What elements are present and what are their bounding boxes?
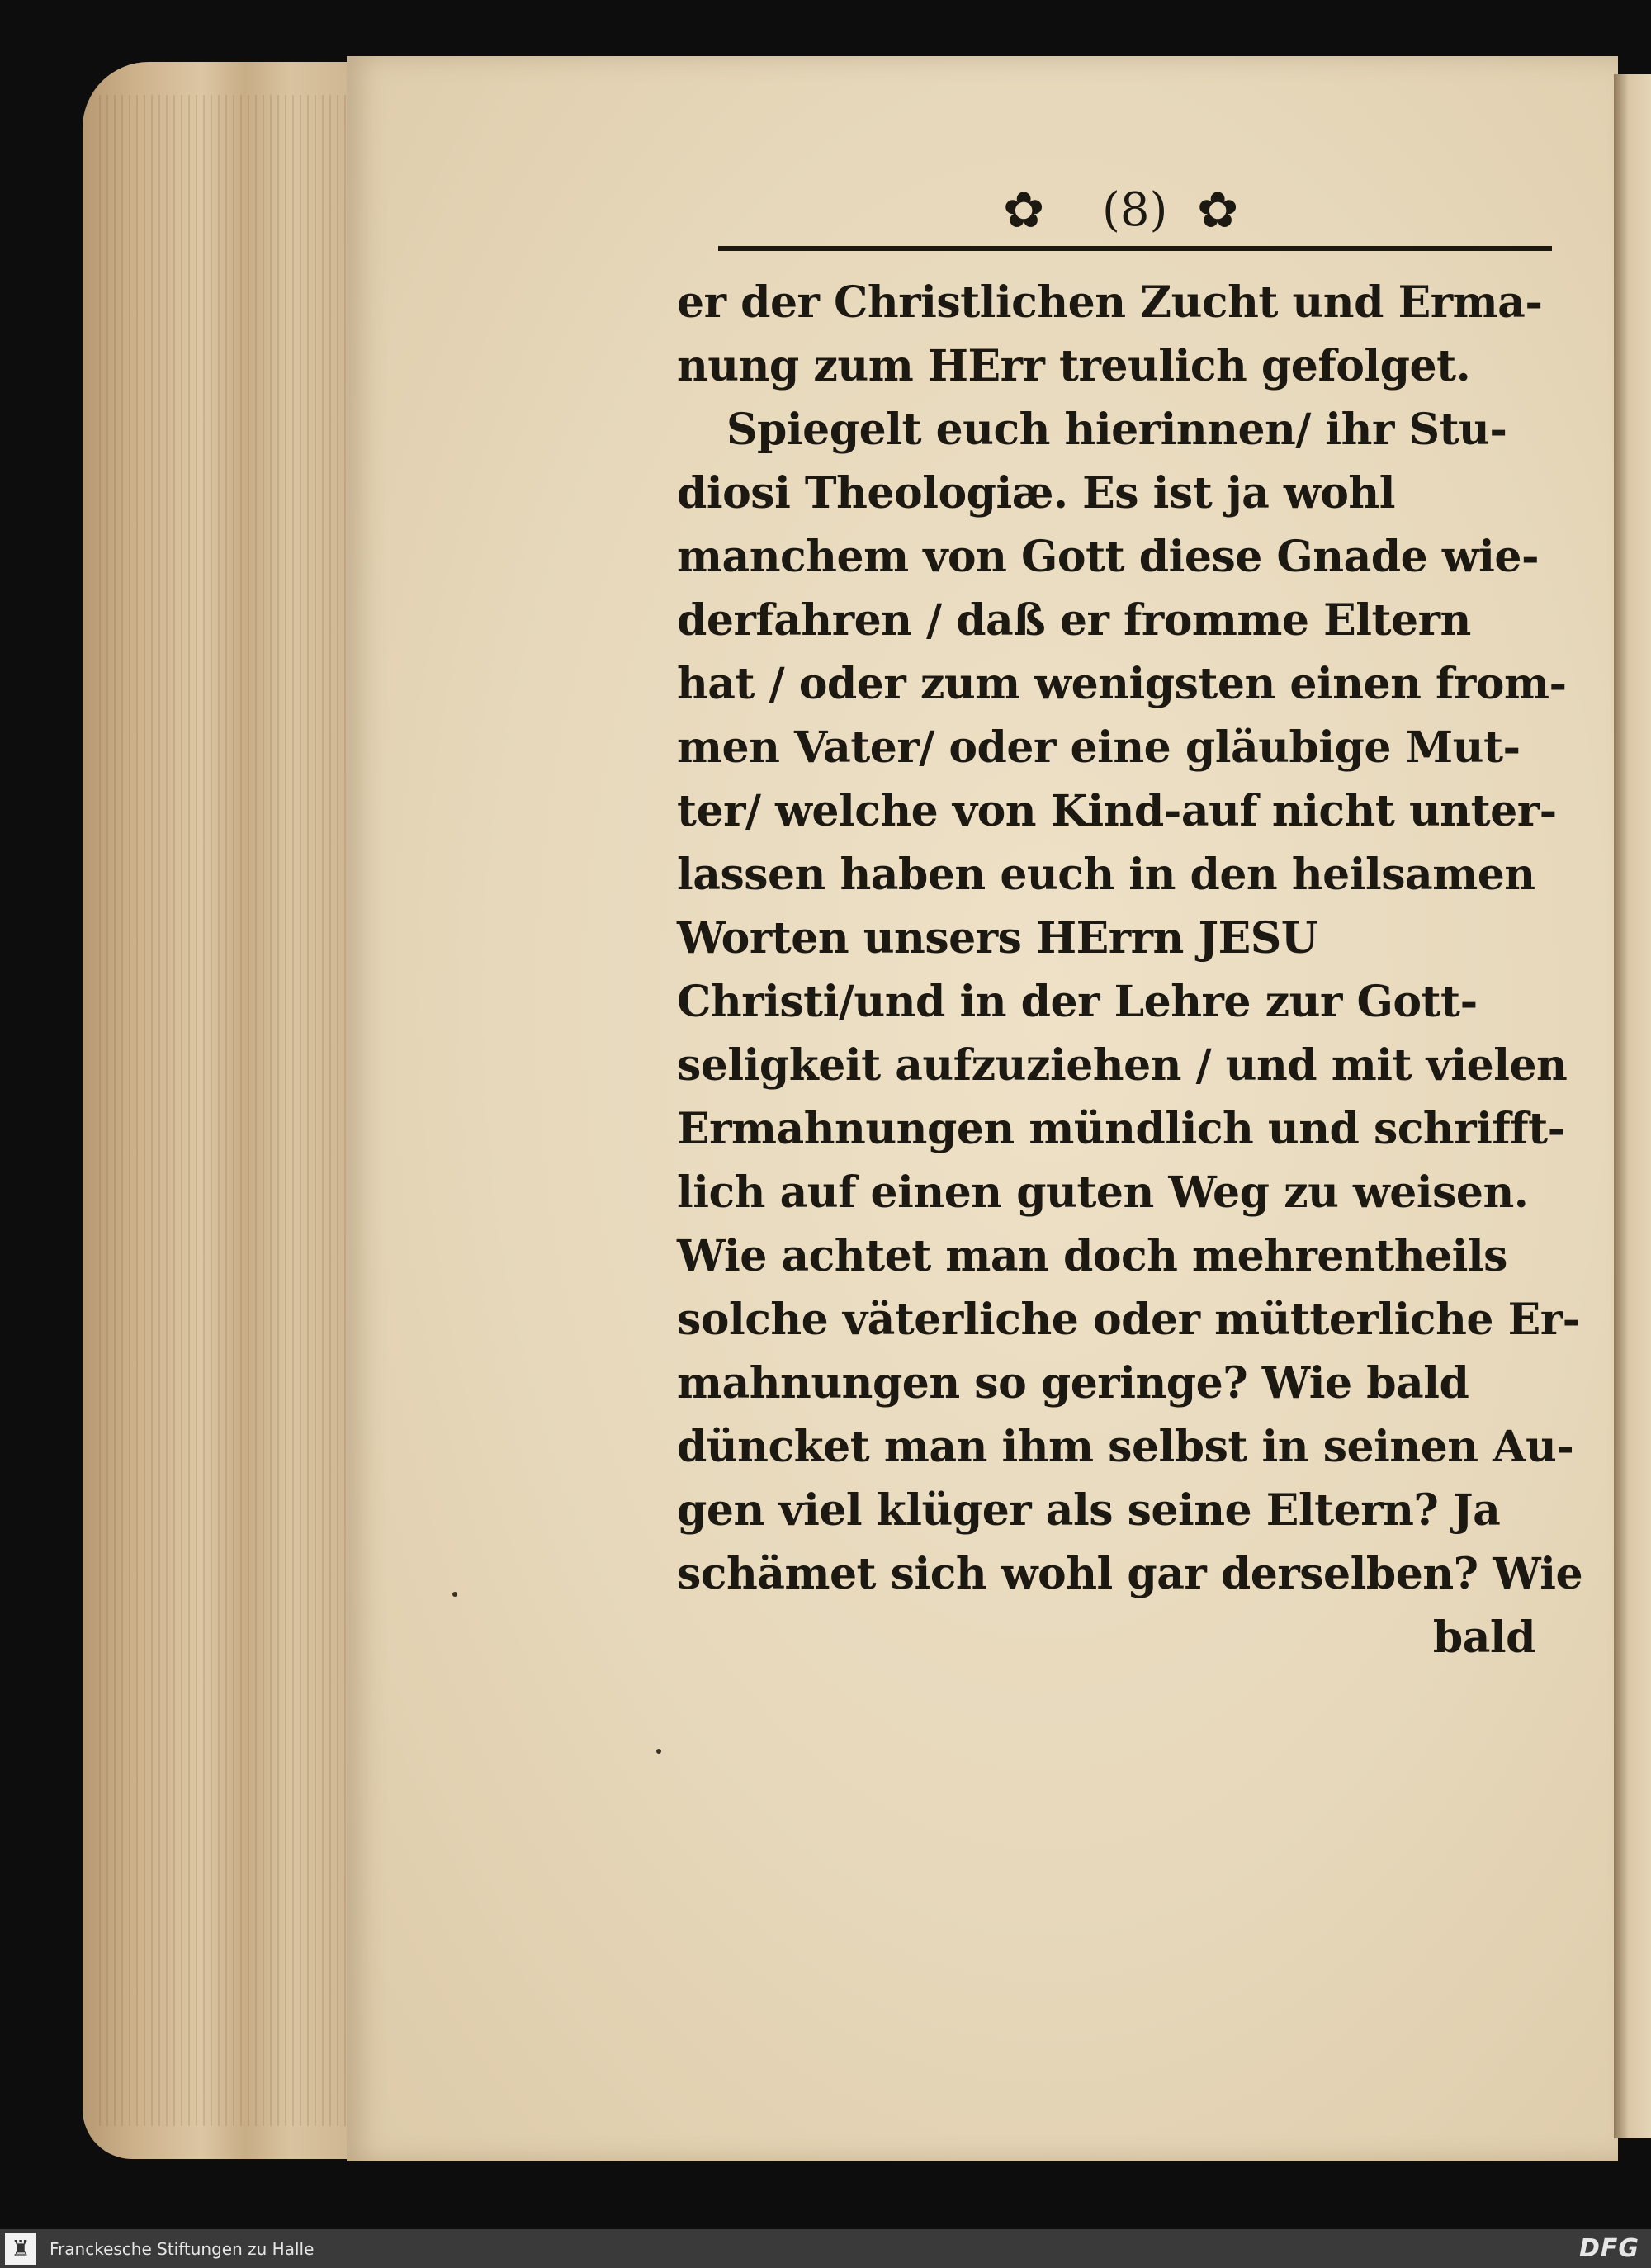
text-line: düncket man ihm selbst in seinen Au- — [677, 1422, 1574, 1472]
text-line: er der Christlichen Zucht und Erma- — [677, 277, 1543, 328]
text-line: lich auf einen guten Weg zu weisen. — [677, 1167, 1529, 1218]
text-line: schämet sich wohl gar derselben? Wie — [677, 1549, 1583, 1599]
text-line: manchem von Gott diese Gnade wie- — [677, 532, 1540, 582]
text-line: men Vater/ oder eine gläubige Mut- — [677, 722, 1521, 773]
ornament-right-icon: ✿ — [1197, 182, 1239, 239]
text-line: hat / oder zum wenigsten einen from- — [677, 659, 1567, 709]
text-line: ter/ welche von Kind-auf nicht unter- — [677, 786, 1557, 836]
page-number: (8) — [1102, 183, 1168, 237]
text-line: gen viel klüger als seine Eltern? Ja — [677, 1485, 1501, 1536]
text-line: Spiegelt euch hierinnen/ ihr Stu- — [726, 405, 1507, 455]
book-page-edges — [83, 62, 380, 2159]
catchword: bald — [1432, 1612, 1535, 1663]
text-line: derfahren / daß er fromme Eltern — [677, 595, 1471, 646]
ornament-left-icon: ✿ — [1003, 182, 1045, 239]
paper-speck — [452, 1592, 457, 1597]
body-text — [677, 271, 1583, 1669]
institution-logo-icon[interactable]: ♜ — [5, 2233, 36, 2265]
text-line: Ermahnungen mündlich und schrifft- — [677, 1104, 1565, 1154]
text-line: seligkeit aufzuziehen / und mit vielen — [677, 1040, 1568, 1091]
dfg-logo[interactable]: DFG — [1578, 2234, 1639, 2263]
text-line: Wie achtet man doch mehrentheils — [677, 1231, 1507, 1281]
text-line: Worten unsers HErrn JESU — [677, 913, 1318, 964]
facing-page-edge — [1614, 74, 1651, 2138]
header-rule — [718, 246, 1552, 251]
text-line: Christi/und in der Lehre zur Gott- — [677, 977, 1478, 1027]
text-line: mahnungen so geringe? Wie bald — [677, 1358, 1469, 1409]
paper-speck — [656, 1749, 661, 1754]
text-line: lassen haben euch in den heilsamen — [677, 850, 1535, 900]
text-line: solche väterliche oder mütterliche Er- — [677, 1295, 1580, 1345]
text-line: diosi Theologiæ. Es ist ja wohl — [677, 468, 1395, 518]
institution-name: Franckesche Stiftungen zu Halle — [50, 2239, 315, 2259]
page-text-block — [677, 165, 1583, 1669]
footer-bar — [0, 2229, 1651, 2268]
text-line: nung zum HErr treulich gefolget. — [677, 341, 1471, 391]
running-header — [677, 165, 1560, 256]
